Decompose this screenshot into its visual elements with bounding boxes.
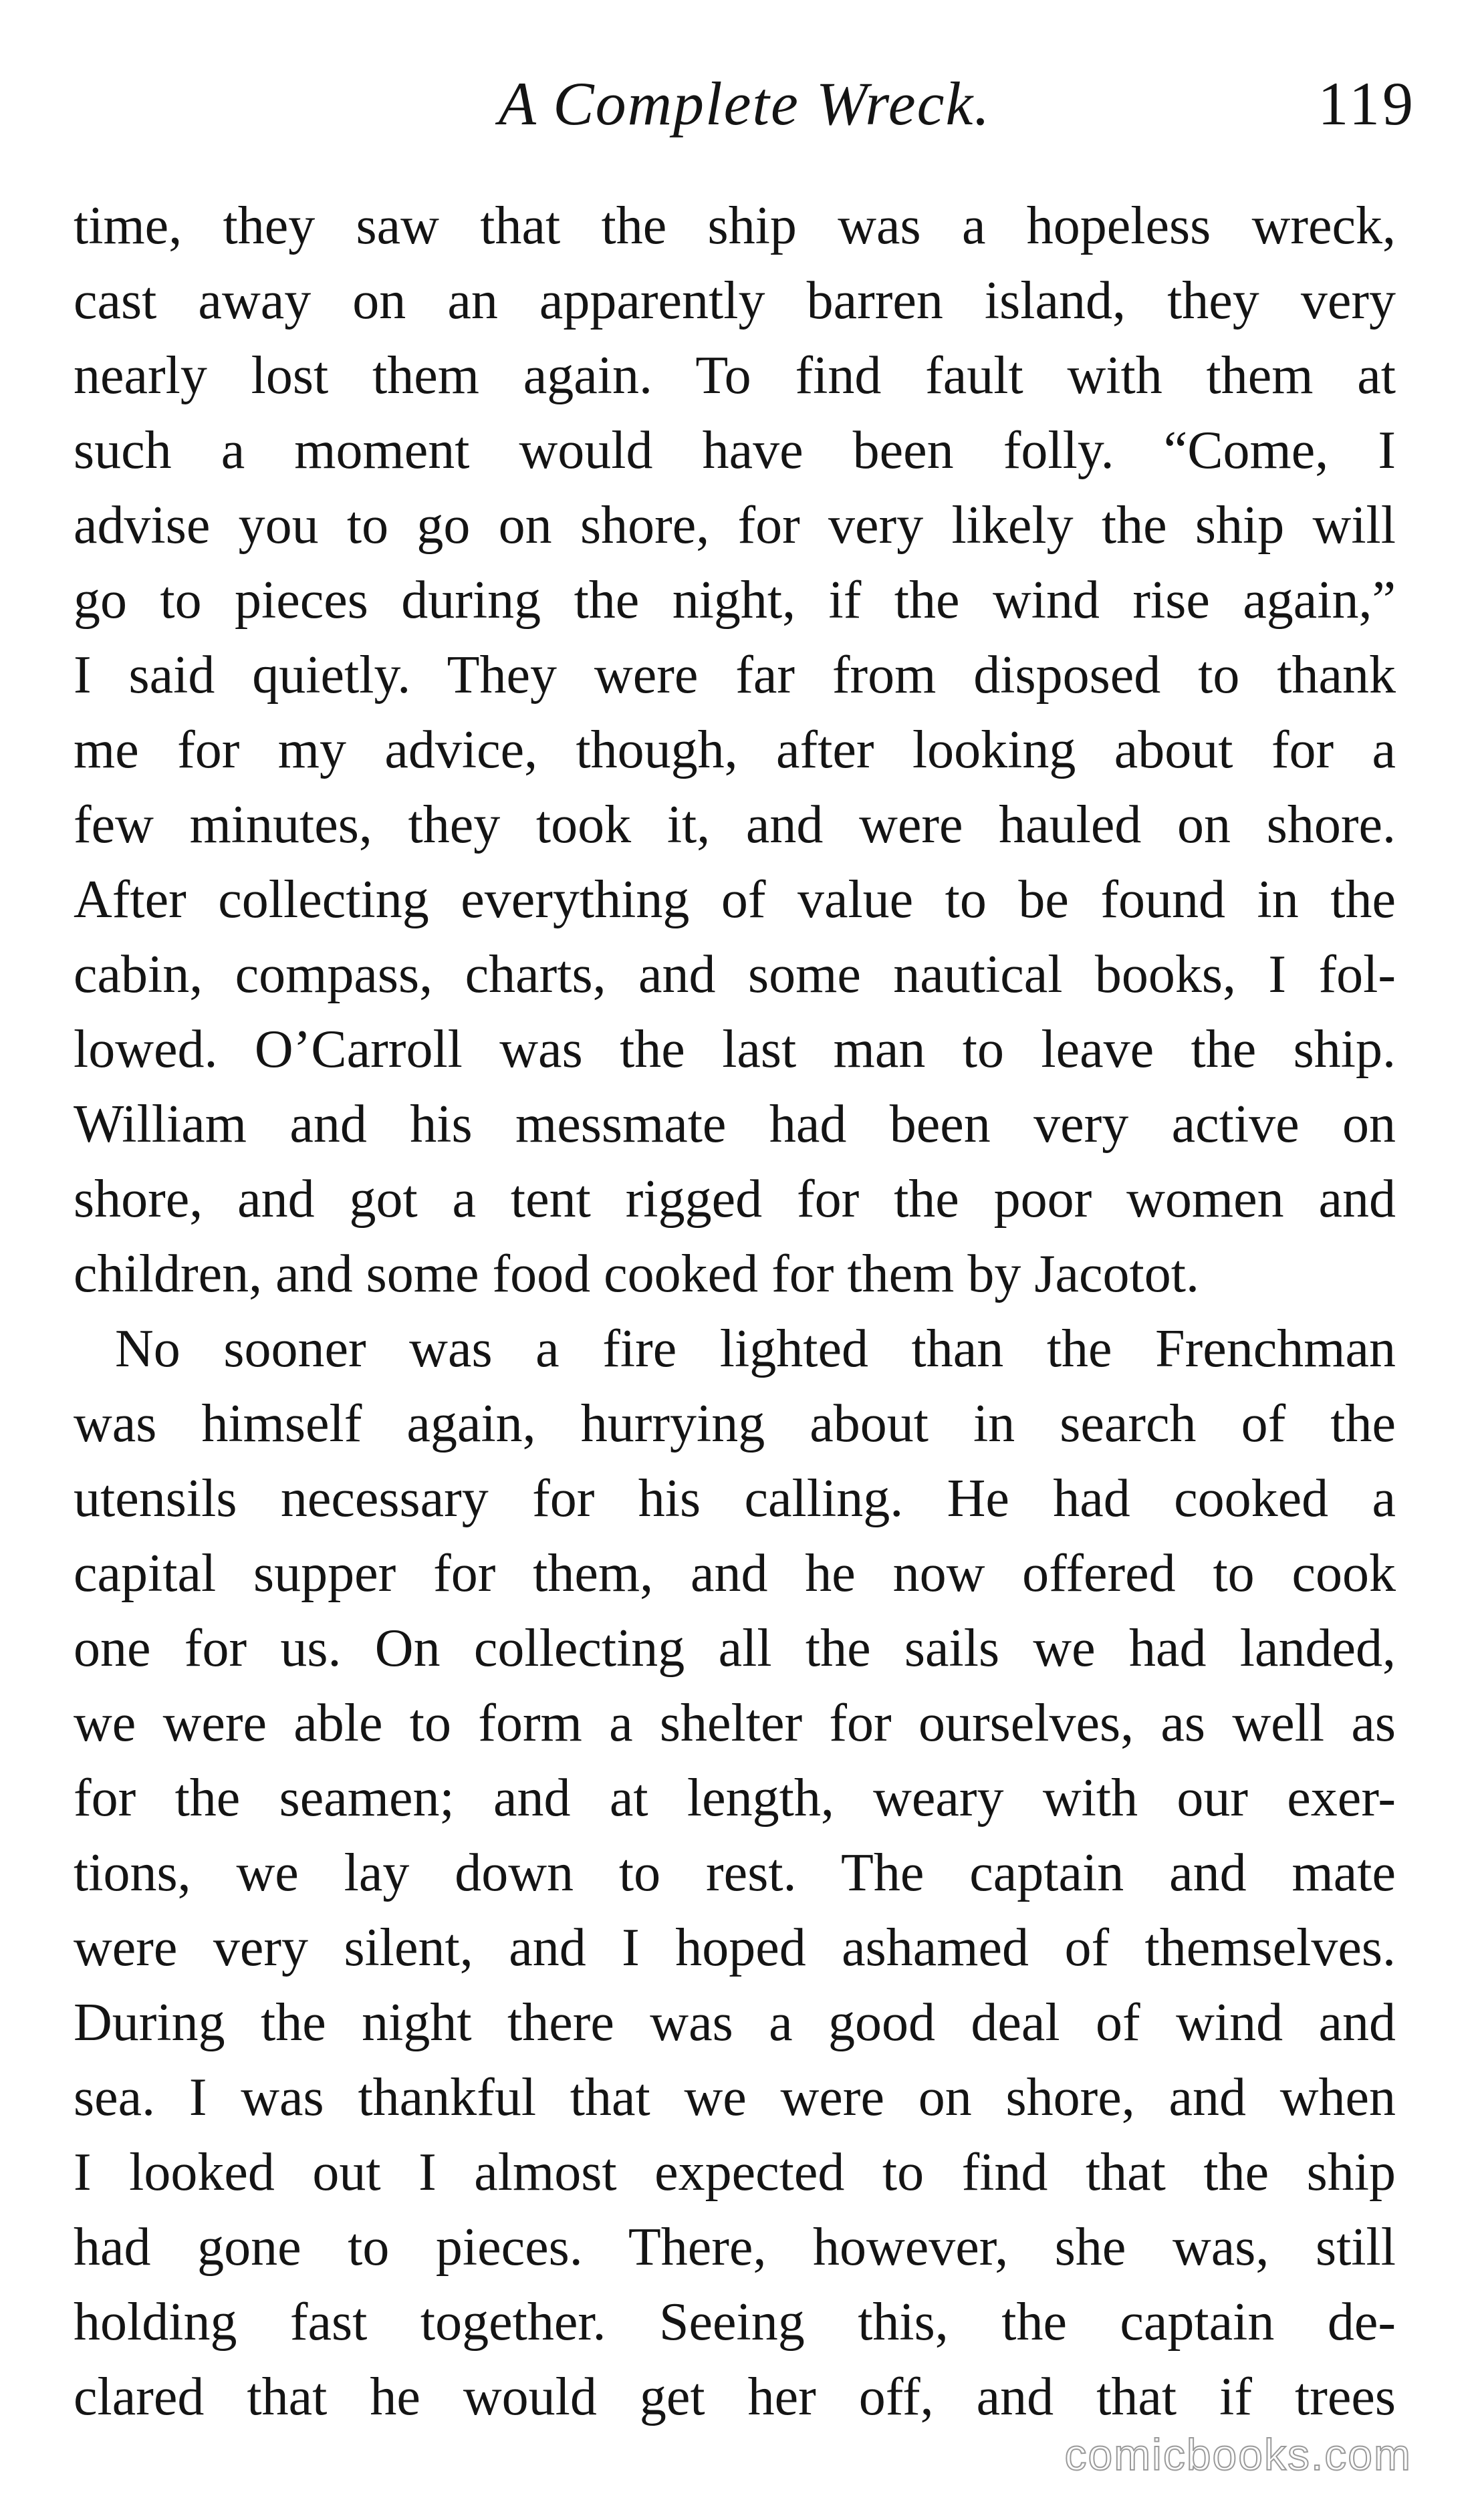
text-line: clared that he would get her off, and that if trees (74, 2368, 1396, 2426)
text-line: utensils necessary for his calling. He had cooked a (74, 1469, 1396, 1528)
text-line: one for us. On collecting all the sails we had landed, (74, 1619, 1396, 1678)
watermark: comicbooks.com (1064, 2430, 1412, 2479)
text-line: few minutes, they took it, and were hauled on shore. (74, 795, 1396, 854)
text-line: advise you to go on shore, for very likely the ship will (74, 496, 1396, 555)
text-line: shore, and got a tent rigged for the poor women and (74, 1170, 1396, 1229)
text-line: I said quietly. They were far from disposed to thank (74, 646, 1396, 705)
text-line: we were able to form a shelter for ourselves, as well as (74, 1694, 1396, 1753)
text-line: After collecting everything of value to be found in the (74, 870, 1396, 929)
text-line: such a moment would have been folly. “Come, I (74, 421, 1396, 480)
text-line: lowed. O’Carroll was the last man to leave the ship. (74, 1020, 1396, 1079)
text-line: William and his messmate had been very active on (74, 1095, 1396, 1154)
text-line: capital supper for them, and he now offered to cook (74, 1544, 1396, 1603)
text-line: were very silent, and I hoped ashamed of themselves. (74, 1918, 1396, 1977)
text-line: cast away on an apparently barren island, they very (74, 271, 1396, 330)
paragraph-1 (74, 188, 1396, 1311)
page-number: 119 (1318, 70, 1416, 138)
text-line: I looked out I almost expected to find that the ship (74, 2143, 1396, 2202)
text-line: time, they saw that the ship was a hopeless wreck, (74, 197, 1396, 255)
text-line: go to pieces during the night, if the wind rise again,” (74, 571, 1396, 630)
page-header (74, 60, 1416, 154)
text-line: tions, we lay down to rest. The captain and mate (74, 1844, 1396, 1902)
text-line: holding fast together. Seeing this, the captain de- (74, 2293, 1396, 2352)
text-line: for the seamen; and at length, weary with our exer- (74, 1769, 1396, 1828)
text-line: nearly lost them again. To find fault with them at (74, 346, 1396, 405)
text-line: had gone to pieces. There, however, she was, still (74, 2218, 1396, 2277)
text-line: children, and some food cooked for them by Jacotot. (74, 1245, 1199, 1303)
text-line: No sooner was a fire lighted than the Frenchman (115, 1319, 1396, 1378)
text-line: sea. I was thankful that we were on shore, and when (74, 2068, 1396, 2127)
text-line: cabin, compass, charts, and some nautical books, I fol- (74, 945, 1396, 1004)
body-text (74, 188, 1396, 2434)
text-line: During the night there was a good deal of wind and (74, 1993, 1396, 2052)
running-title: A Complete Wreck. (498, 70, 991, 138)
text-line: me for my advice, though, after looking about for a (74, 721, 1396, 779)
text-line: was himself again, hurrying about in search of the (74, 1394, 1396, 1453)
paragraph-2 (74, 1311, 1396, 2434)
